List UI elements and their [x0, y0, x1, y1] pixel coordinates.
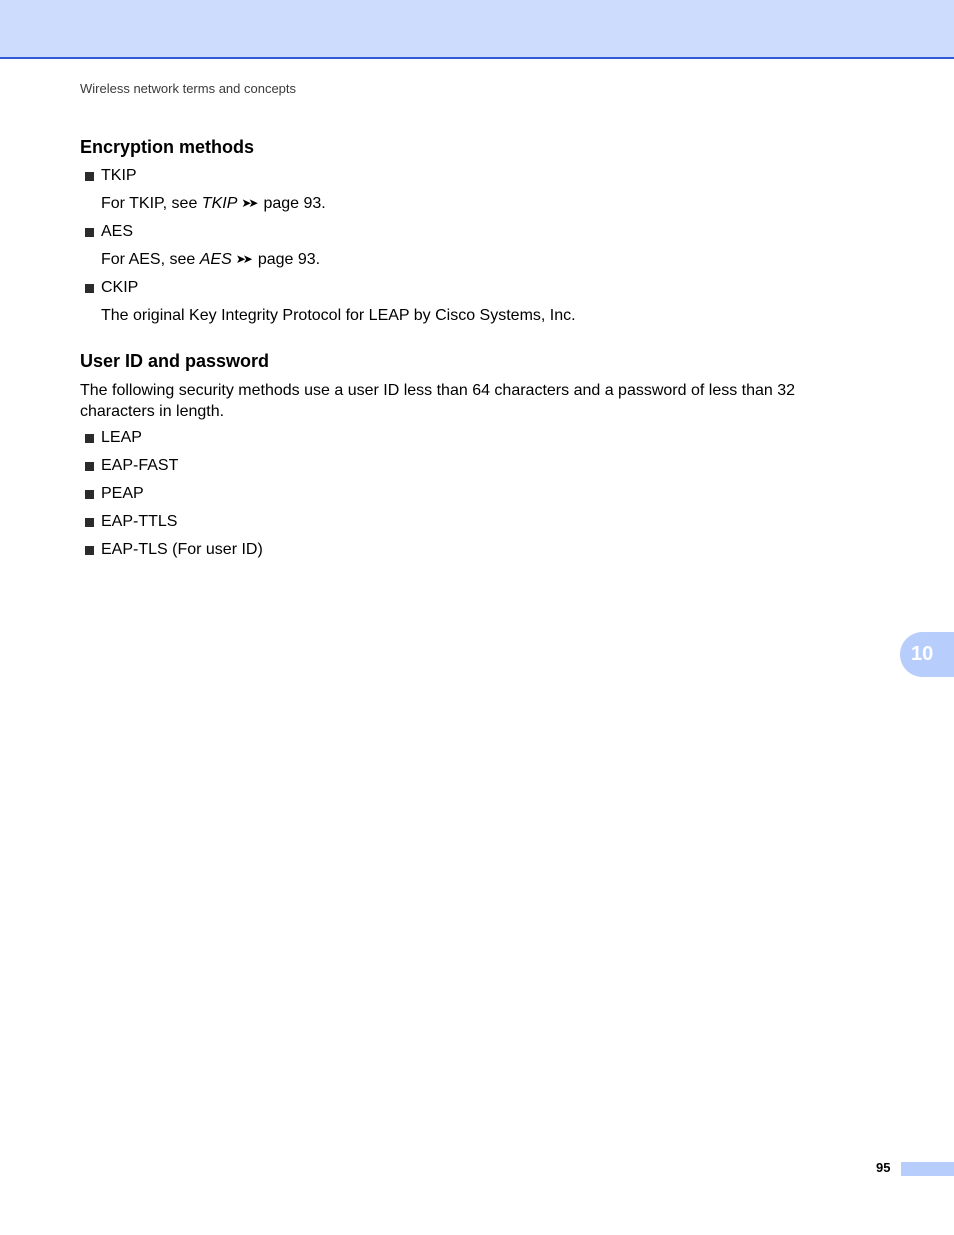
- user-id-paragraph: The following security methods use a user ID less than 64 characters and a password of less than 32 characters in length.: [80, 382, 796, 420]
- double-arrow-icon: ➤➤: [235, 252, 250, 266]
- running-head: Wireless network terms and concepts: [80, 81, 297, 96]
- list-item-label: AES: [101, 223, 134, 240]
- square-bullet-icon: [85, 462, 94, 471]
- tkip-description: [101, 195, 326, 213]
- square-bullet-icon: [85, 228, 94, 237]
- list-item-eap-ttls: [85, 513, 177, 531]
- double-arrow-icon: ➤➤: [241, 196, 256, 210]
- aes-description: [101, 251, 320, 269]
- chapter-number: 10: [911, 643, 934, 665]
- desc-prefix: For AES, see: [101, 251, 200, 268]
- desc-suffix: page 93.: [257, 251, 321, 268]
- list-item-eap-fast: [85, 457, 178, 475]
- chapter-tab: [900, 632, 954, 677]
- header-band: [0, 0, 954, 59]
- list-item-leap: [85, 429, 142, 447]
- list-item-label: LEAP: [101, 429, 142, 446]
- desc-suffix: page 93.: [263, 195, 326, 212]
- square-bullet-icon: [85, 546, 94, 555]
- list-item-label: EAP-TTLS: [101, 513, 178, 530]
- list-item-peap: [85, 485, 144, 503]
- desc-prefix: For TKIP, see: [101, 195, 202, 212]
- list-item-label: PEAP: [101, 485, 144, 502]
- cross-ref-link[interactable]: TKIP: [201, 195, 238, 212]
- square-bullet-icon: [85, 434, 94, 443]
- list-item-label: TKIP: [101, 167, 137, 184]
- list-item-ckip: [85, 279, 138, 297]
- section-heading-encryption: Encryption methods: [80, 137, 255, 157]
- list-item-label: EAP-FAST: [101, 457, 179, 474]
- ckip-description: The original Key Integrity Protocol for LEAP by Cisco Systems, Inc.: [101, 307, 576, 324]
- square-bullet-icon: [85, 518, 94, 527]
- page-number: 95: [876, 1160, 891, 1175]
- square-bullet-icon: [85, 172, 94, 181]
- section-heading-user-id: User ID and password: [80, 351, 270, 371]
- list-item-eap-tls: [85, 541, 263, 559]
- list-item-tkip: [85, 167, 137, 185]
- square-bullet-icon: [85, 490, 94, 499]
- footer-bar: [901, 1162, 954, 1176]
- list-item-label: EAP-TLS (For user ID): [101, 541, 263, 558]
- list-item-label: CKIP: [101, 279, 139, 296]
- square-bullet-icon: [85, 284, 94, 293]
- cross-ref-link[interactable]: AES: [199, 251, 232, 268]
- list-item-aes: [85, 223, 133, 241]
